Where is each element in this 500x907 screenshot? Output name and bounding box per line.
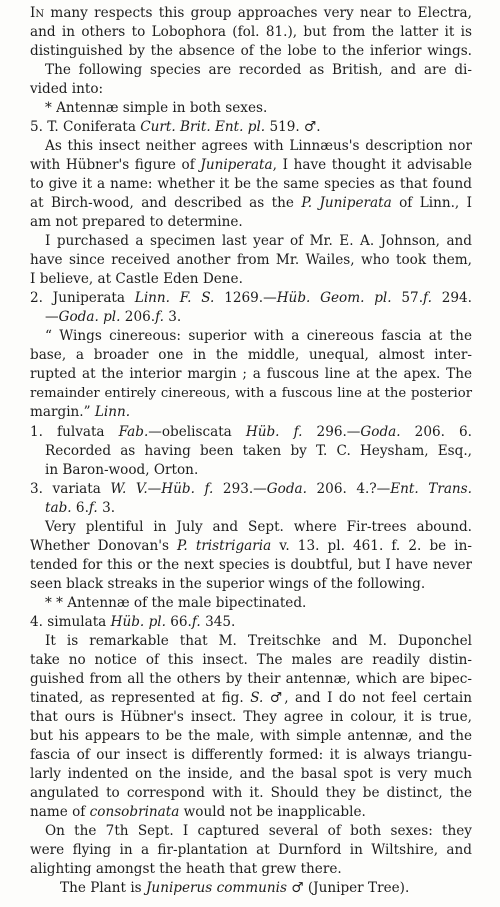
text-line bbox=[30, 157, 472, 174]
text-run: 206. 6. bbox=[400, 424, 472, 440]
text-run: 206. bbox=[120, 309, 156, 325]
text-line bbox=[30, 709, 472, 726]
text-run: 294. bbox=[431, 290, 472, 306]
text-run: vided into: bbox=[30, 81, 104, 97]
text-line bbox=[30, 347, 472, 364]
text-run: larly indented on the inside, and the basal spot is very much bbox=[30, 766, 472, 782]
text-run: 3. variata bbox=[30, 481, 111, 497]
text-run: tended for this or the next species is doubtful, but I have never bbox=[30, 557, 472, 573]
text-run: The following species are recorded as British, and are di- bbox=[45, 62, 472, 78]
text-line bbox=[30, 671, 472, 688]
text-run: angulated to correspond with it. Should they be distinct, the bbox=[30, 785, 472, 801]
text-line bbox=[30, 728, 472, 745]
text-run: fascia of our insect is differently formed: it is always triangu- bbox=[30, 747, 472, 763]
text-run: * * Antennæ of the male bipectinated. bbox=[45, 595, 307, 611]
text-run: many respects this group approaches very near to Electra, bbox=[44, 5, 472, 21]
text-line bbox=[30, 785, 472, 802]
italic-run: Ent. Trans. bbox=[390, 481, 472, 497]
text-run: 6. bbox=[71, 500, 89, 516]
italic-run: f. bbox=[423, 290, 432, 306]
text-line bbox=[30, 5, 472, 22]
text-line bbox=[45, 328, 472, 345]
text-line bbox=[30, 766, 472, 783]
text-run: I purchased a specimen last year of Mr. E. A. Johnson, and bbox=[45, 233, 472, 249]
text-run: Whether Donovan's bbox=[30, 538, 178, 554]
text-line bbox=[30, 690, 472, 707]
text-run: but his appears to be the male, with simple antennæ, and the bbox=[30, 728, 472, 744]
text-run: 3. bbox=[163, 309, 182, 325]
text-run: margin.” bbox=[30, 404, 95, 420]
text-line bbox=[30, 195, 472, 212]
italic-run: P. tristrigaria bbox=[177, 538, 272, 554]
text-run: 1. fulvata bbox=[30, 424, 119, 440]
species-entry bbox=[30, 614, 472, 631]
text-run: that ours is Hübner's insect. They agree in colour, it is true, bbox=[30, 709, 472, 725]
text-line bbox=[45, 519, 472, 536]
species-entry bbox=[30, 481, 472, 498]
text-run: 3. bbox=[97, 500, 116, 516]
text-line bbox=[45, 823, 472, 840]
species-entry bbox=[30, 119, 472, 136]
text-run: As this insect neither agrees with Linnæus's description nor bbox=[45, 138, 472, 154]
text-run: On the 7th Sept. I captured several of both sexes: they bbox=[45, 823, 472, 839]
species-entry bbox=[45, 309, 472, 326]
italic-run: Curt. Brit. Ent. pl. bbox=[140, 119, 266, 135]
text-run: “ Wings cinereous: superior with a cinereous fascia at the bbox=[45, 328, 472, 344]
text-run: remainder entirely cinereous, with a fuscous line at the posterior bbox=[30, 386, 472, 401]
text-run: name of bbox=[30, 804, 90, 820]
text-run: 296.— bbox=[302, 424, 361, 440]
text-run: 4. simulata bbox=[30, 614, 111, 630]
text-run: —obeliscata bbox=[148, 424, 246, 440]
text-run: 57. bbox=[391, 290, 424, 306]
text-line bbox=[60, 880, 472, 897]
text-line bbox=[30, 81, 472, 98]
italic-run: S. bbox=[250, 690, 264, 706]
text-run: The Plant is bbox=[60, 880, 146, 896]
text-line bbox=[45, 62, 472, 79]
italic-run: consobrinata bbox=[89, 804, 180, 820]
text-line bbox=[30, 652, 472, 669]
italic-run: Linn. F. S. bbox=[134, 290, 215, 306]
italic-run: W. V. bbox=[110, 481, 148, 497]
text-run: In bbox=[30, 5, 45, 21]
text-run: v. 13. pl. 461. f. 2. be in- bbox=[271, 538, 472, 554]
italic-run: Hüb. f. bbox=[245, 424, 303, 440]
text-line bbox=[45, 633, 472, 650]
italic-run: f. bbox=[191, 614, 201, 630]
section-heading bbox=[45, 595, 472, 612]
italic-run: tab. bbox=[45, 500, 72, 516]
italic-run: f. bbox=[88, 500, 98, 516]
italic-run: Hüb. f. bbox=[161, 481, 214, 497]
text-line bbox=[30, 861, 472, 878]
text-run: — bbox=[45, 309, 59, 325]
italic-run: Hüb. Geom. pl. bbox=[276, 290, 392, 306]
text-line bbox=[30, 538, 472, 555]
species-entry bbox=[45, 500, 472, 517]
italic-run: Fab. bbox=[118, 424, 149, 440]
text-line bbox=[45, 462, 472, 479]
text-run: Recorded as having been taken by T. C. Heysham, Esq., bbox=[45, 443, 472, 459]
italic-run: Linn. bbox=[94, 404, 131, 420]
text-line bbox=[30, 576, 472, 593]
italic-run: Goda. pl. bbox=[58, 309, 121, 325]
text-run: 5. T. Coniferata bbox=[30, 119, 141, 135]
text-run: 206. 4.?— bbox=[306, 481, 391, 497]
text-run: I believe, at Castle Eden Dene. bbox=[30, 271, 243, 287]
italic-run: f. bbox=[155, 309, 164, 325]
text-line bbox=[30, 385, 472, 402]
text-run: 1269.— bbox=[214, 290, 277, 306]
text-run: Very plentiful in July and Sept. where Fir-trees abound. bbox=[45, 519, 472, 535]
text-line bbox=[30, 804, 472, 821]
text-line bbox=[30, 24, 472, 41]
text-run: * Antennæ simple in both sexes. bbox=[45, 100, 268, 116]
text-line bbox=[30, 176, 472, 193]
text-run: and in others to Lobophora (fol. 81.), but from the latter it is bbox=[30, 24, 472, 40]
text-line bbox=[30, 747, 472, 764]
text-line bbox=[30, 842, 472, 859]
text-run: would not be inapplicable. bbox=[179, 804, 366, 820]
section-heading bbox=[45, 100, 472, 117]
italic-run: Juniperata bbox=[200, 157, 273, 173]
text-line bbox=[30, 271, 472, 288]
text-run: am not prepared to determine. bbox=[30, 214, 243, 230]
text-run: 2. Juniperata bbox=[30, 290, 135, 306]
text-line bbox=[30, 366, 472, 383]
text-line bbox=[30, 43, 472, 60]
text-run: ♂, and I do not feel certain bbox=[263, 690, 472, 706]
italic-run: Juniperus communis bbox=[145, 880, 287, 896]
text-run: — bbox=[147, 481, 162, 497]
text-run: 345. bbox=[200, 614, 236, 630]
text-line bbox=[30, 557, 472, 574]
text-line bbox=[30, 404, 472, 421]
species-entry bbox=[30, 424, 472, 441]
text-run: It is remarkable that M. Treitschke and M. Duponchel bbox=[45, 633, 472, 649]
text-run: 293.— bbox=[213, 481, 267, 497]
italic-run: Goda. bbox=[266, 481, 307, 497]
text-run: at Birch-wood, and described as the bbox=[30, 195, 302, 211]
text-run: , I have thought it advisable bbox=[272, 157, 472, 173]
text-run: ♂ (Juniper Tree). bbox=[287, 880, 410, 896]
text-run: 66. bbox=[165, 614, 192, 630]
text-line bbox=[30, 252, 472, 269]
text-run: with Hübner's figure of bbox=[30, 157, 201, 173]
text-run: rupted at the interior margin ; a fuscous line at the apex. The bbox=[30, 366, 472, 382]
italic-run: Hüb. pl. bbox=[110, 614, 166, 630]
italic-run: P. Juniperata bbox=[301, 195, 392, 211]
text-run: to give it a name: whether it be the same species as that found bbox=[30, 176, 472, 192]
text-run: of Linn., I bbox=[391, 195, 473, 211]
italic-run: Goda. bbox=[360, 424, 401, 440]
species-entry bbox=[30, 290, 472, 307]
text-run: in Baron-wood, Orton. bbox=[45, 462, 199, 478]
text-run: tinated, as represented at fig. bbox=[30, 690, 251, 706]
text-run: guished from all the others by their antennæ, which are bipec- bbox=[30, 671, 472, 687]
text-line bbox=[45, 443, 472, 460]
text-run: distinguished by the absence of the lobe to the inferior wings. bbox=[30, 43, 472, 59]
text-line bbox=[30, 214, 472, 231]
text-run: alighting amongst the heath that grew there. bbox=[30, 861, 342, 877]
text-run: were flying in a fir-plantation at Durnford in Wiltshire, and bbox=[30, 842, 472, 858]
text-run: seen black streaks in the superior wings of the following. bbox=[30, 576, 426, 592]
text-run: have since received another from Mr. Wailes, who took them, bbox=[30, 252, 472, 268]
text-line bbox=[45, 233, 472, 250]
text-run: 519. ♂. bbox=[265, 119, 321, 135]
text-run: take no notice of this insect. The males are readily distin- bbox=[30, 652, 472, 668]
text-line bbox=[45, 138, 472, 155]
text-run: base, a broader one in the middle, unequal, almost inter- bbox=[30, 347, 472, 363]
